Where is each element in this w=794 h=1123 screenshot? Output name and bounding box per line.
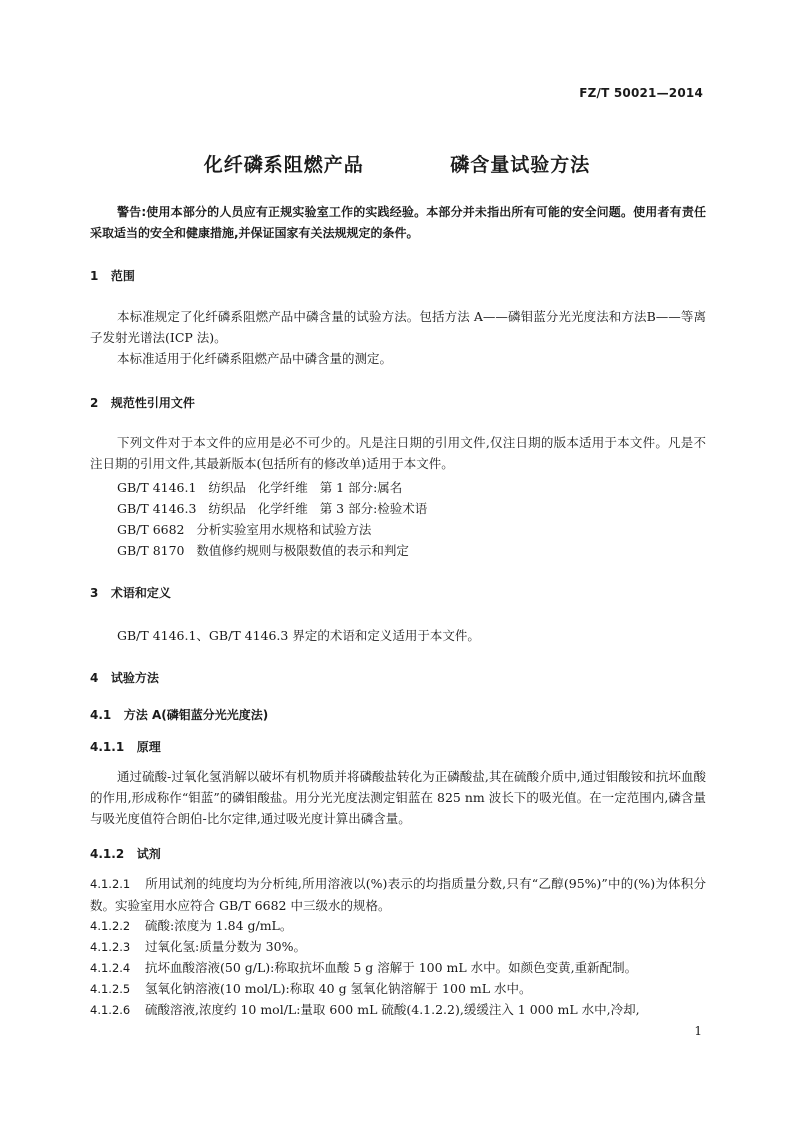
clause-number: 4.1.2.6 — [90, 1003, 131, 1017]
reagent-item — [90, 915, 706, 937]
clause-number: 4.1.2.5 — [90, 982, 131, 996]
reference-item: GB/T 6682 分析实验室用水规格和试验方法 — [117, 522, 372, 537]
section-1-paragraph-2: 本标准适用于化纤磷系阻燃产品中磷含量的测定。 — [117, 351, 393, 366]
clause-number: 4.1.2.2 — [90, 919, 131, 933]
section-4-1-1-heading: 4.1.1 原理 — [90, 740, 161, 754]
reference-item: GB/T 8170 数值修约规则与极限数值的表示和判定 — [117, 543, 409, 558]
section-2-paragraph-1: 下列文件对于本文件的应用是必不可少的。凡是注日期的引用文件,仅注日期的版本适用于本文件。凡是不注日期的引用文件,其最新版本(包括所有的修改单)适用于本文件。 — [90, 435, 706, 471]
section-3-heading: 3 术语和定义 — [90, 586, 171, 600]
reagent-item — [90, 936, 706, 958]
standard-number: FZ/T 50021—2014 — [579, 86, 703, 100]
section-1-heading: 1 范围 — [90, 269, 135, 283]
section-1-paragraph-1: 本标准规定了化纤磷系阻燃产品中磷含量的试验方法。包括方法 A——磷钼蓝分光光度法和方法B——等离子发射光谱法(ICP 法)。 — [90, 309, 706, 345]
clause-text: 抗坏血酸溶液(50 g/L):称取抗坏血酸 5 g 溶解于 100 mL 水中。如颜色变黄,重新配制。 — [145, 960, 638, 975]
reference-item: GB/T 4146.1 纺织品 化学纤维 第 1 部分:属名 — [117, 480, 403, 495]
section-3-paragraph: GB/T 4146.1、GB/T 4146.3 界定的术语和定义适用于本文件。 — [117, 628, 480, 643]
clause-text: 过氧化氢:质量分数为 30%。 — [145, 939, 306, 954]
page-number: 1 — [694, 1024, 702, 1038]
page-title: 化纤磷系阻燃产品 磷含量试验方法 — [203, 154, 591, 176]
clause-text: 氢氧化钠溶液(10 mol/L):称取 40 g 氢氧化钠溶解于 100 mL 水中。 — [145, 981, 532, 996]
clause-number: 4.1.2.4 — [90, 961, 131, 975]
clause-text: 所用试剂的纯度均为分析纯,所用溶液以(%)表示的均指质量分数,只有“乙醇(95%)”中的(%)为体积分数。实验室用水应符合 GB/T 6682 中三级水的规格。 — [90, 876, 706, 913]
clause-text: 硫酸:浓度为 1.84 g/mL。 — [145, 918, 293, 933]
principle-paragraph: 通过硫酸-过氧化氢消解以破坏有机物质并将磷酸盐转化为正磷酸盐,其在硫酸介质中,通过钼酸铵和抗坏血酸的作用,形成称作“钼蓝”的磷钼酸盐。用分光光度法测定钼蓝在 825 nm 波长下的吸光值。在一定范围内,磷含量与吸光度值符合朗伯-比尔定律,通过吸光度计算出磷含量。 — [90, 769, 706, 826]
reagent-item — [90, 957, 706, 979]
section-4-heading: 4 试验方法 — [90, 671, 159, 685]
reagent-item — [90, 978, 706, 1000]
section-2-heading: 2 规范性引用文件 — [90, 396, 195, 410]
section-4-1-2-heading: 4.1.2 试剂 — [90, 847, 161, 861]
clause-number: 4.1.2.3 — [90, 940, 131, 954]
clause-number: 4.1.2.1 — [90, 877, 131, 891]
clause-text: 硫酸溶液,浓度约 10 mol/L:量取 600 mL 硫酸(4.1.2.2),缓缓注入 1 000 mL 水中,冷却, — [145, 1002, 640, 1017]
reference-item: GB/T 4146.3 纺织品 化学纤维 第 3 部分:检验术语 — [117, 501, 428, 516]
warning-paragraph: 警告:使用本部分的人员应有正规实验室工作的实践经验。本部分并未指出所有可能的安全问题。使用者有责任采取适当的安全和健康措施,并保证国家有关法规规定的条件。 — [90, 205, 706, 240]
reagent-item — [90, 873, 706, 916]
section-4-1-heading: 4.1 方法 A(磷钼蓝分光光度法) — [90, 708, 269, 722]
reagent-item — [90, 999, 706, 1021]
